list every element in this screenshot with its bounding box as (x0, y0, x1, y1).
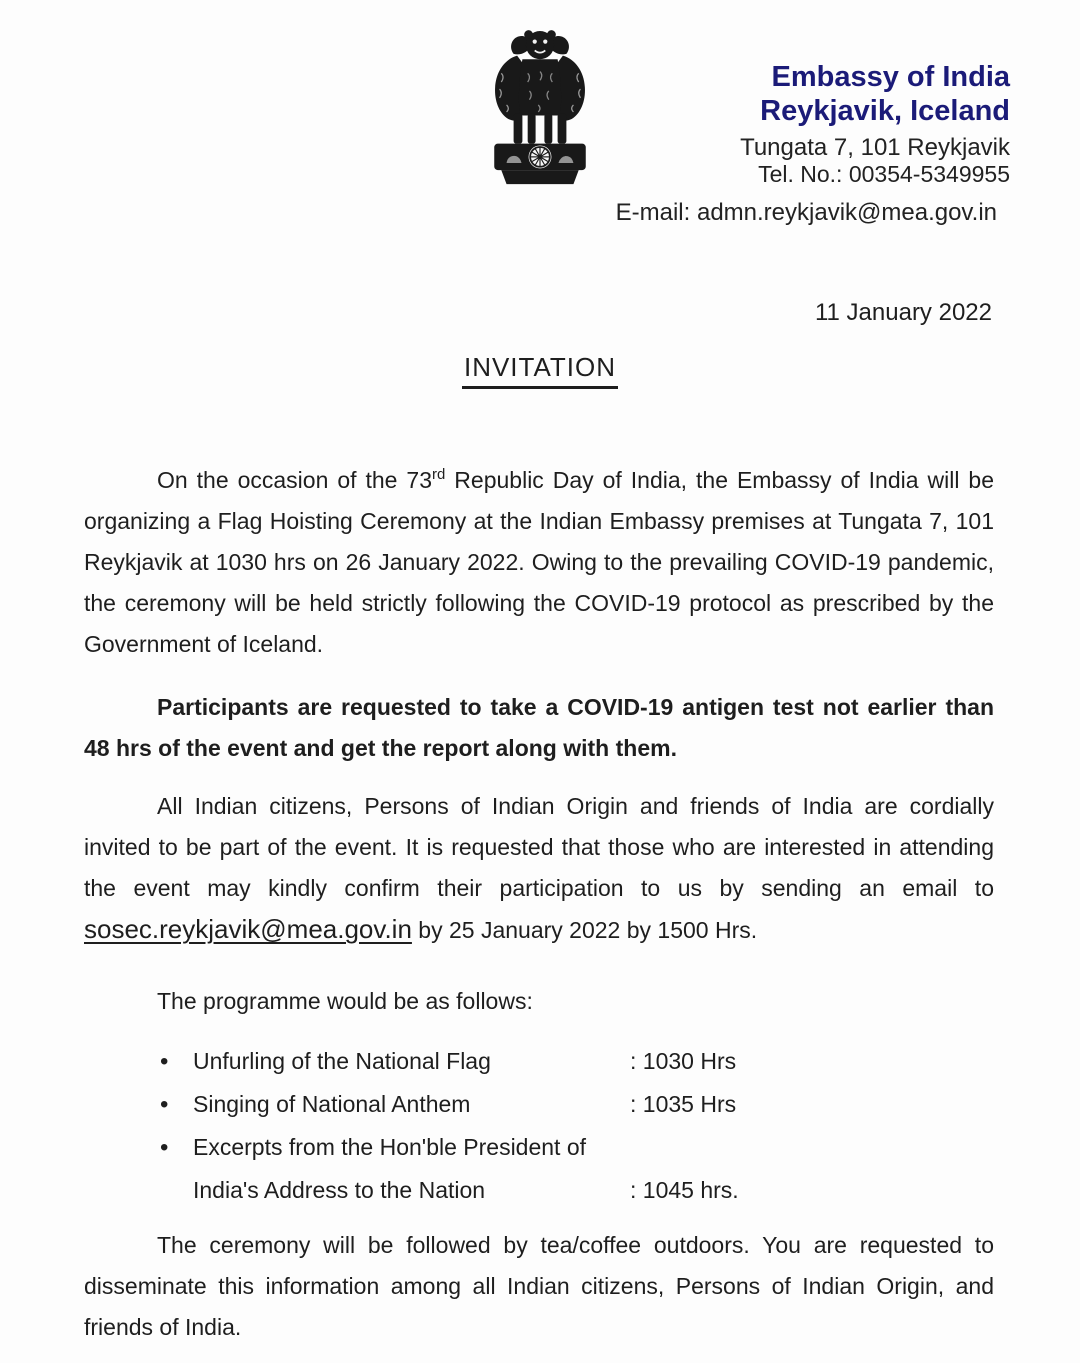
letterhead (740, 60, 1010, 187)
bullet-icon: • (160, 1091, 169, 1118)
emblem-of-india-icon (487, 24, 593, 200)
bullet-icon: • (160, 1048, 169, 1075)
paragraph-closing: The ceremony will be followed by tea/coffee outdoors. You are requested to disseminate this information among all Indian citizens, Persons of Indian Origin, and friends of India. (84, 1232, 994, 1340)
programme-item (84, 1040, 994, 1083)
programme-intro: The programme would be as follows: (157, 988, 533, 1014)
p1-text-start: On the occasion of the 73 (157, 467, 432, 493)
title-row (0, 352, 1080, 389)
paragraph-occasion (84, 460, 994, 665)
ashoka-chakra-icon (529, 145, 552, 168)
letter-body (84, 460, 994, 1348)
org-address: Tungata 7, 101 Reykjavik (740, 134, 1010, 161)
paragraph-rsvp (84, 786, 994, 951)
programme-item (84, 1083, 994, 1126)
org-name-line2: Reykjavik, Iceland (760, 95, 1010, 127)
p3-text-rest: by 25 January 2022 by 1500 Hrs. (411, 917, 758, 943)
ordinal-superscript: rd (432, 466, 446, 483)
programme-list (84, 1040, 994, 1212)
programme-item-time: : 1045 hrs. (630, 1177, 739, 1203)
org-name-line1: Embassy of India (771, 61, 1010, 93)
programme-item-time: : 1030 Hrs (630, 1048, 737, 1074)
org-email: E-mail: admn.reykjavik@mea.gov.in (615, 199, 997, 226)
p1-text-rest: Republic Day of India, the Embassy of India will be organizing a Flag Hoisting Ceremony at the Indian Embassy premises at Tungata 7, 101 Reykjavik at 1030 hrs on 26 January 2022. Owing to the prevailing COVID-19 pandemic, the ceremony will be held strictly following the COVID-19 protocol as prescribed by the Government of Iceland. (84, 467, 994, 657)
paragraph-covid-test: Participants are requested to take a COVID-19 antigen test not earlier than 48 hrs of the event and get the report along with them. (84, 694, 994, 761)
p3-text-start: All Indian citizens, Persons of Indian Origin and friends of India are cordially invited to be part of the event. It is requested that those who are interested in attending the event may kindly confirm their participation to us by sending an email to (84, 793, 994, 901)
programme-item-label: Excerpts from the Hon'ble President of (193, 1134, 587, 1160)
programme-item-time: : 1035 Hrs (630, 1091, 737, 1117)
letter-date: 11 January 2022 (814, 299, 992, 326)
programme-item-continuation (84, 1169, 994, 1212)
rsvp-email-link[interactable]: sosec.reykjavik@mea.gov.in (84, 914, 412, 944)
bullet-icon: • (160, 1134, 169, 1161)
lion-capital-graphic (487, 24, 593, 200)
programme-item-label: Singing of National Anthem (193, 1091, 471, 1117)
org-phone: Tel. No.: 00354-5349955 (758, 161, 1010, 187)
letter-title: INVITATION (462, 352, 618, 389)
programme-item-label: India's Address to the Nation (193, 1177, 486, 1203)
programme-item-label: Unfurling of the National Flag (193, 1048, 491, 1074)
programme-item (84, 1126, 994, 1169)
